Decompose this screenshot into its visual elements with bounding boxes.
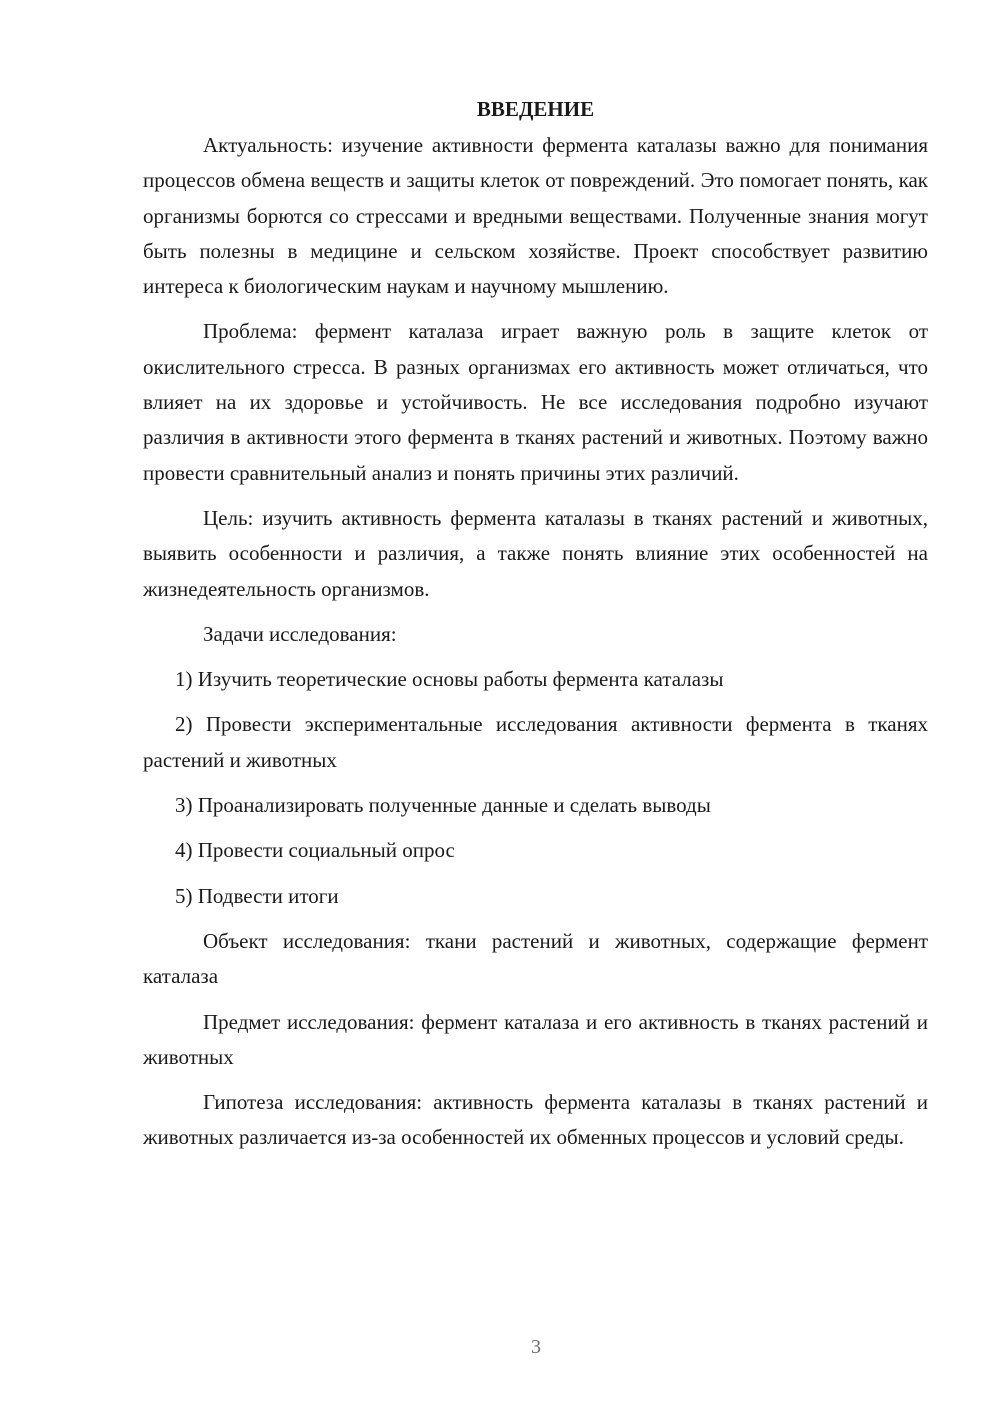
task-item-4: 4) Провести социальный опрос [175,838,455,863]
task-item-3: 3) Проанализировать полученные данные и сделать выводы [175,793,711,818]
paragraph-hypothesis: Гипотеза исследования: активность фермента каталазы в тканях растений и животных различается из-за особенностей их обменных процессов и условий среды. [143,1090,928,1150]
task-item-5: 5) Подвести итоги [175,883,339,908]
section-heading: ВВЕДЕНИЕ [476,97,595,121]
paragraph-tasks-intro: Задачи исследования: [203,621,397,646]
document-body [143,92,928,1166]
task-item-1: 1) Изучить теоретические основы работы фермента каталазы [175,667,724,692]
paragraph-object: Объект исследования: ткани растений и животных, содержащие фермент каталаза [143,928,928,989]
paragraph-relevance: Актуальность: изучение активности фермента каталазы важно для понимания процессов обмена веществ и защиты клеток от повреждений. Это помогает понять, как организмы борются со стрессами и вредными веществами. Полученные знания могут быть полезны в медицине и сельском хозяйстве. Проект способствует развитию интереса к биологическим наукам и научному мышлению. [143,133,928,299]
page-number: 3 [531,1336,541,1358]
paragraph-goal: Цель: изучить активность фермента каталазы в тканях растений и животных, выявить особенности и различия, а также понять влияние этих особенностей на жизнедеятельность организмов. [143,505,928,601]
paragraph-subject: Предмет исследования: фермент каталаза и его активность в тканях растений и животных [143,1009,928,1069]
task-item-2: 2) Провести экспериментальные исследования активности фермента в тканях растений и животных [143,712,928,772]
paragraph-problem: Проблема: фермент каталаза играет важную роль в защите клеток от окислительного стресса. В разных организмах его активность может отличаться, что влияет на их здоровье и устойчивость. Не все исследования подробно изучают различия в активности этого фермента в тканях растений и животных. Поэтому важно провести сравнительный анализ и понять причины этих различий. [143,319,928,485]
